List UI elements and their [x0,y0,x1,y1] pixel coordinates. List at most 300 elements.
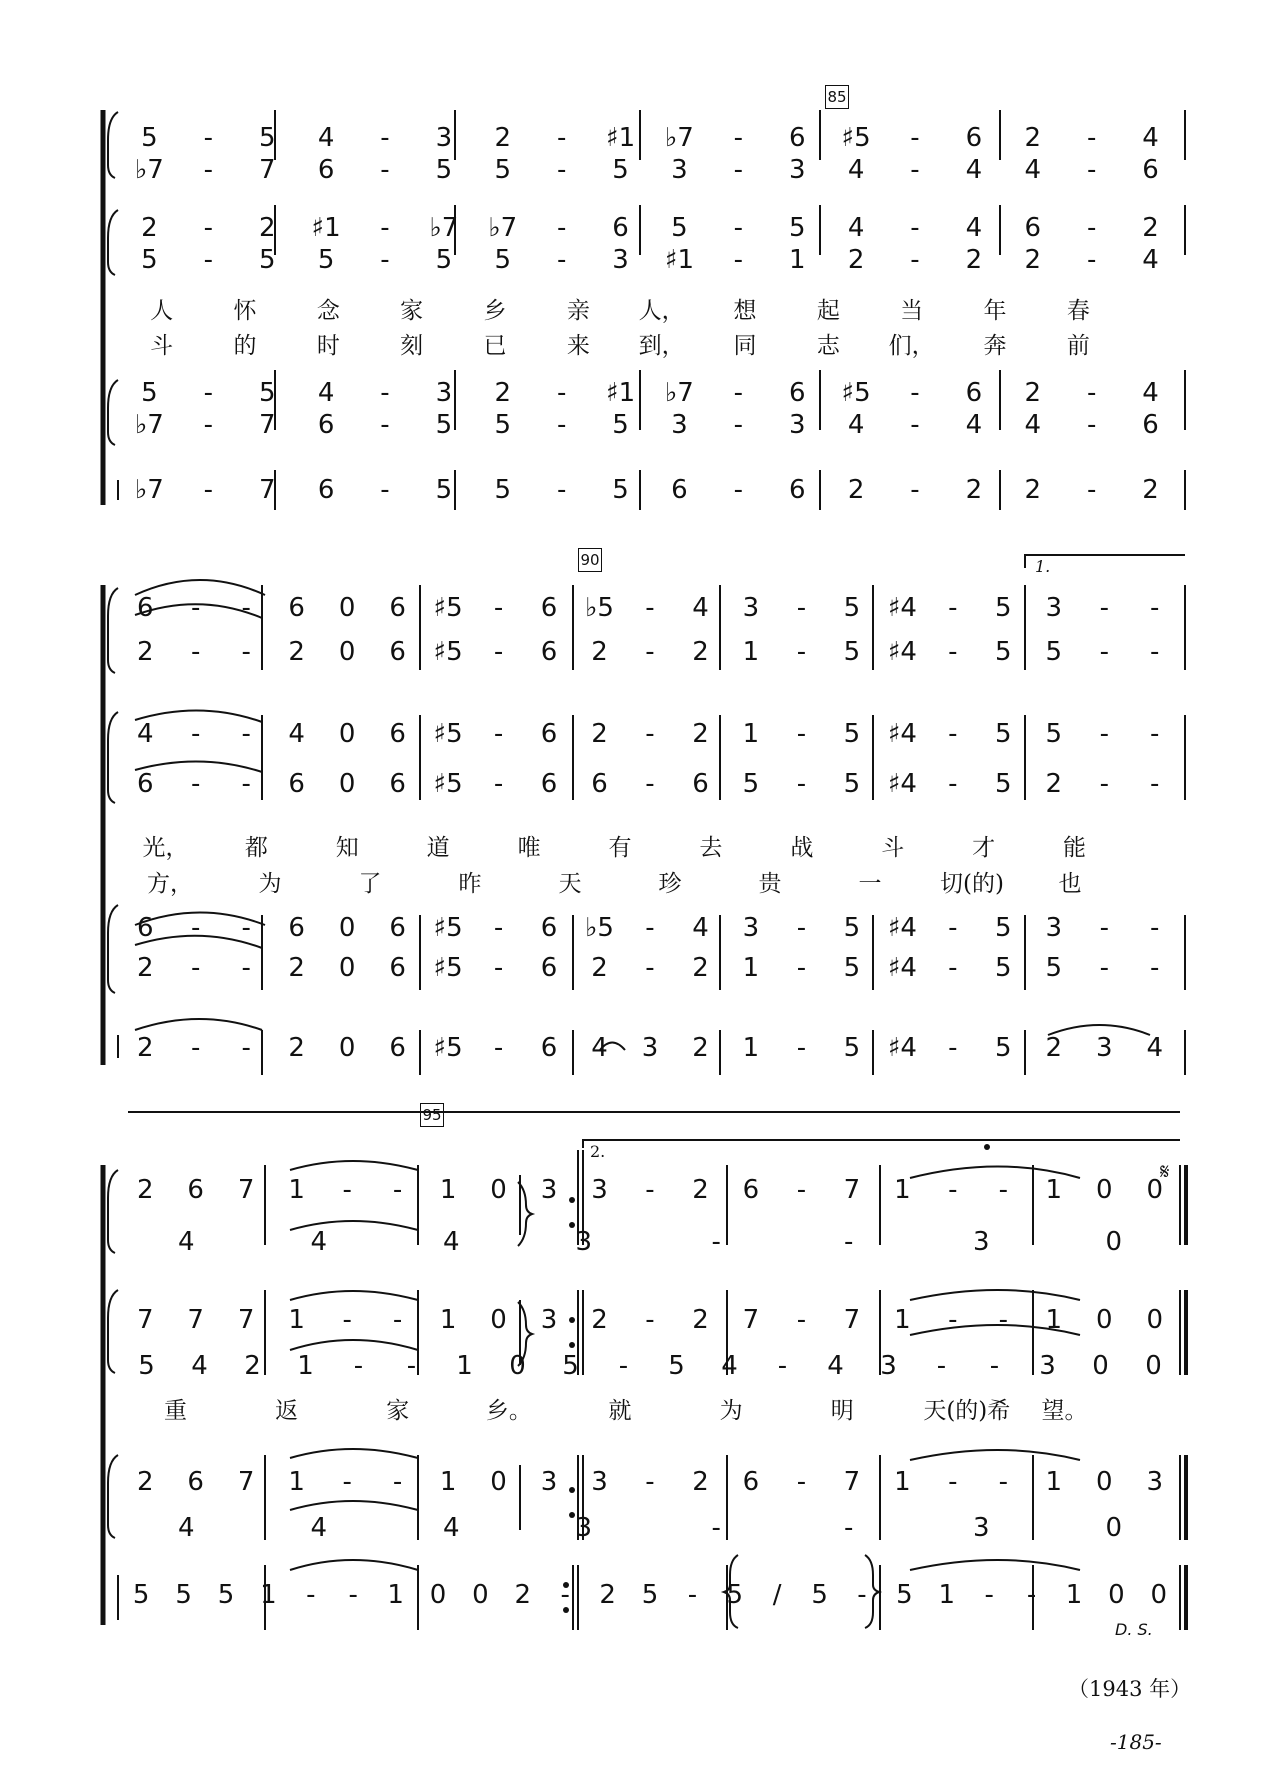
lyric-syllable: 天(的)希 [923,1398,1011,1424]
note: ♯4 [887,1033,917,1063]
lyric-syllable: 斗 [150,333,174,359]
note: 2 [494,378,512,408]
dash: - [948,1175,958,1205]
lyric-syllable: 方， [147,871,193,897]
note: 6 [591,769,608,799]
note: ♭7 [135,475,164,505]
dash: - [948,637,958,667]
note: 2 [965,245,983,275]
lyric-syllable: 人 [150,298,174,324]
note: 6 [692,769,709,799]
dash: - [936,1351,947,1381]
dash: - [948,953,958,983]
dash: - [998,1175,1009,1205]
lyric-syllable: 怀 [233,298,257,324]
note: 1 [938,1580,956,1610]
note: 4 [692,913,709,943]
dash: - [844,1227,854,1257]
note: 4 [442,1227,460,1257]
lyric-syllable: 明 [830,1398,854,1424]
lyric-syllable: 刻 [400,333,424,359]
note: 6 [1142,155,1159,185]
dash: - [1099,769,1109,799]
dash: - [203,123,214,153]
note: 2 [136,1033,154,1063]
note: ♯5 [433,637,463,667]
note: 2 [591,1305,608,1335]
note: 2 [591,637,608,667]
lyric-syllable: 才 [972,835,996,861]
dash: - [1099,913,1109,943]
lyric-syllable: 已 [483,333,507,359]
note: 0 [1092,1351,1109,1381]
note: 1 [742,637,760,667]
note: ♭5 [585,913,614,943]
note: ♭7 [135,410,164,440]
dash: - [380,155,390,185]
note: 3 [788,410,806,440]
note: 2 [1142,213,1159,243]
note: 5 [435,410,453,440]
note: 4 [827,1351,844,1381]
note: 0 [1096,1175,1113,1205]
system2-lyrics-0 [0,830,1272,870]
dash: - [1150,719,1160,749]
note: ♯4 [887,719,917,749]
note: 5 [141,378,158,408]
note: 5 [811,1580,828,1610]
note: 2 [141,213,158,243]
note: 2 [1142,475,1159,505]
note: 4 [721,1351,738,1381]
note: 5 [671,213,688,243]
note: 3 [742,913,760,943]
note: 3 [742,593,760,623]
note: 6 [187,1467,204,1497]
note: 2 [591,953,608,983]
note: 6 [742,1467,760,1497]
note: 6 [187,1175,204,1205]
note: 5 [562,1351,579,1381]
lyric-syllable: 年 [983,298,1007,324]
note: 5 [896,1580,913,1610]
note: 6 [540,769,558,799]
note: 0 [1146,1175,1164,1205]
dash: - [191,953,201,983]
note: 5 [788,213,806,243]
note: 7 [843,1305,861,1335]
note: 6 [742,1175,760,1205]
dash: - [733,378,744,408]
note: 3 [435,123,453,153]
dash: - [556,245,567,275]
note: 1 [260,1580,277,1610]
note: 1 [1045,1305,1063,1335]
note: 4 [1142,123,1159,153]
note: 2 [136,1467,154,1497]
note: 2 [692,637,709,667]
system3-row-4 [0,1462,1272,1502]
dash: - [984,1580,994,1610]
note: 5 [141,245,158,275]
system3-row-1 [0,1222,1272,1262]
note: 1 [387,1580,404,1610]
lyric-syllable: 返 [275,1398,299,1424]
dash: - [796,1305,807,1335]
dash: - [493,913,504,943]
note: ♭7 [665,378,694,408]
lyric-syllable: 道 [426,835,450,861]
dash: - [796,953,807,983]
note: 5 [995,913,1012,943]
note: 2 [692,1175,709,1205]
note: 4 [177,1227,195,1257]
dash: - [910,245,920,275]
dash: - [1086,410,1097,440]
dash: - [910,410,920,440]
system3-row-6 [0,1575,1272,1615]
dash: - [241,719,251,749]
lyric-syllable: 到， [638,333,685,359]
dash: - [1099,719,1109,749]
lyric-syllable: 乡。 [485,1398,532,1424]
note: 6 [540,1033,558,1063]
system2-row-0 [0,588,1272,628]
dash: - [1150,593,1160,623]
note: 6 [288,913,305,943]
system2-row-3 [0,764,1272,804]
note: 2 [136,1175,154,1205]
note: 2 [514,1580,532,1610]
lyric-syllable: 家 [386,1398,410,1424]
lyric-syllable: 的 [233,333,257,359]
note: 1 [288,1175,305,1205]
system3-row-2 [0,1300,1272,1340]
lyric-syllable: 昨 [458,871,482,897]
dash: - [380,123,390,153]
dash: - [556,155,567,185]
note: 0 [1105,1227,1123,1257]
dash: - [998,1467,1009,1497]
note: 2 [692,719,709,749]
note: 7 [258,155,276,185]
note: 4 [310,1227,328,1257]
note: 2 [692,1305,709,1335]
dash: - [1150,953,1160,983]
note: 2 [1045,769,1063,799]
dash: - [733,213,744,243]
dash: - [493,953,504,983]
system1-row-5 [0,405,1272,445]
note: 2 [494,123,512,153]
dash: - [203,475,214,505]
note: 6 [136,593,154,623]
lyric-syllable: 同 [733,333,757,359]
note: 7 [258,475,276,505]
dash: - [796,719,807,749]
note: 2 [288,1033,305,1063]
note: 5 [843,913,861,943]
note: 0 [1108,1580,1125,1610]
note: 6 [136,913,154,943]
note: 5 [843,593,861,623]
note: ♯1 [664,245,694,275]
note: 1 [439,1175,457,1205]
dash: - [910,213,920,243]
dash: - [203,378,214,408]
note: 6 [612,213,629,243]
dash: - [733,155,744,185]
note: ♯5 [841,378,871,408]
note: 6 [389,593,406,623]
note: 1 [894,1305,911,1335]
note: 4 [191,1351,208,1381]
dash: - [380,378,390,408]
note: 4 [965,155,983,185]
system3-row-3 [0,1346,1272,1386]
note: 1 [742,1033,760,1063]
note: 7 [237,1305,255,1335]
dash: - [1150,637,1160,667]
dash: - [796,913,807,943]
note: 4 [591,1033,608,1063]
note: 0 [1146,1305,1164,1335]
note: 2 [258,213,276,243]
dash: - [948,593,958,623]
note: 6 [389,769,406,799]
note: 4 [442,1513,460,1543]
note: 0 [338,637,356,667]
note: 4 [136,719,154,749]
note: 7 [843,1467,861,1497]
lyric-syllable: 春 [1066,298,1090,324]
note: ♯4 [887,953,917,983]
dash: - [948,1305,958,1335]
dash: - [203,155,214,185]
note: 7 [136,1305,154,1335]
note: 5 [1045,953,1063,983]
lyric-syllable: 天 [558,871,582,897]
dash: - [191,913,201,943]
dash: - [342,1305,352,1335]
note: 1 [439,1305,457,1335]
note: 5 [612,410,629,440]
note: ♭5 [585,593,614,623]
dash: - [1026,1580,1037,1610]
lyric-syllable: 有 [608,835,632,861]
note: 5 [843,719,861,749]
dash: - [1086,123,1097,153]
note: 3 [788,155,806,185]
note: 3 [671,155,688,185]
note: 5 [494,155,512,185]
note: 6 [288,593,305,623]
dash: - [380,475,390,505]
system2-row-6 [0,1028,1272,1068]
note: ♯5 [841,123,871,153]
dash: - [948,1467,958,1497]
note: 6 [136,769,154,799]
note: 6 [788,123,806,153]
note: ♭7 [665,123,694,153]
note: 2 [1024,475,1042,505]
dash: - [1150,769,1160,799]
system2-row-2 [0,714,1272,754]
lyric-syllable: 唯 [517,835,541,861]
note: 6 [389,913,406,943]
system1-lyrics-0 [0,293,1272,333]
note: 6 [540,637,558,667]
dash: - [406,1351,417,1381]
note: 2 [599,1580,616,1610]
lyric-syllable: 想 [733,298,757,324]
note: 5 [258,245,276,275]
dash: - [380,213,390,243]
note: 3 [972,1513,990,1543]
lyric-syllable: 起 [816,298,840,324]
note: 2 [1045,1033,1063,1063]
note: 3 [540,1467,558,1497]
note: ♯1 [605,378,636,408]
note: 2 [591,719,608,749]
note: ♯5 [433,719,463,749]
note: 1 [742,953,760,983]
dash: - [796,769,807,799]
note: 5 [132,1580,150,1610]
note: 3 [1096,1033,1113,1063]
note: 2 [847,245,865,275]
note: 4 [1024,410,1042,440]
note: ♭7 [488,213,518,243]
dash: - [348,1580,358,1610]
note: 6 [389,637,406,667]
note: 6 [1142,410,1159,440]
dash: - [796,1175,807,1205]
dash: - [711,1513,721,1543]
lyric-syllable: 切(的) [940,871,1004,897]
note: 7 [237,1175,255,1205]
note: 4 [1142,378,1159,408]
note: 4 [965,213,983,243]
note: 2 [1024,378,1042,408]
dash: - [493,719,504,749]
dash: - [857,1580,867,1610]
dash: - [733,123,744,153]
note: 5 [1045,637,1063,667]
dash: - [733,410,744,440]
note: 4 [847,410,865,440]
dash: - [191,593,201,623]
dash: - [645,637,655,667]
system2-row-4 [0,908,1272,948]
note: 5 [641,1580,659,1610]
system3-lyrics-0 [0,1393,1272,1433]
note: 2 [965,475,983,505]
system2-row-1 [0,632,1272,672]
note: 6 [788,475,806,505]
note: 1 [288,1467,305,1497]
note: 0 [1105,1513,1123,1543]
lyric-syllable: 了 [358,871,382,897]
lyric-syllable: 们， [888,333,935,359]
dash: - [1086,475,1097,505]
dash: - [645,1467,655,1497]
note: 3 [612,245,629,275]
note: 3 [1039,1351,1056,1381]
system1-row-1 [0,150,1272,190]
note: 6 [288,769,305,799]
dash: - [1086,245,1097,275]
note: / [772,1580,782,1610]
note: 1 [1045,1175,1063,1205]
lyric-syllable: 都 [244,835,268,861]
note: ♯1 [605,123,636,153]
dash: - [380,410,390,440]
note: 0 [490,1467,507,1497]
dash: - [241,1033,251,1063]
note: 3 [1045,593,1063,623]
note: ♯5 [433,593,463,623]
dash: - [556,213,567,243]
note: 4 [317,123,335,153]
lyric-syllable: 前 [1066,333,1090,359]
lyric-syllable: 志 [816,333,840,359]
lyric-syllable: 去 [699,835,723,861]
note: 5 [843,769,861,799]
dash: - [948,1033,958,1063]
lyric-syllable: 知 [335,835,359,861]
note: 2 [136,637,154,667]
dash: - [777,1351,788,1381]
note: 1 [1065,1580,1083,1610]
note: 5 [995,1033,1012,1063]
note: 4 [288,719,305,749]
note: 0 [1145,1351,1162,1381]
dash: - [191,1033,201,1063]
note: 6 [540,953,558,983]
note: 7 [742,1305,760,1335]
note: 7 [843,1175,861,1205]
note: 1 [894,1175,911,1205]
lyric-syllable: 时 [316,333,340,359]
dash: - [203,245,214,275]
note: 1 [288,1305,305,1335]
note: 0 [429,1580,447,1610]
dash: - [392,1305,403,1335]
note: 0 [338,719,356,749]
note: 5 [995,593,1012,623]
volta-1-label: 1. [1035,557,1051,576]
lyric-syllable: 家 [400,298,424,324]
dash: - [645,769,655,799]
note: 5 [494,410,512,440]
note: 3 [540,1305,558,1335]
note: 4 [692,593,709,623]
note: 4 [1146,1033,1164,1063]
dash: - [241,769,251,799]
lyric-syllable: 为 [719,1398,743,1424]
note: 0 [509,1351,526,1381]
note: 3 [641,1033,659,1063]
dash: - [241,953,251,983]
note: 5 [494,475,512,505]
note: 5 [742,769,760,799]
note: 5 [612,475,629,505]
note: 3 [591,1175,608,1205]
note: 7 [187,1305,204,1335]
note: 5 [995,953,1012,983]
note: 3 [575,1513,593,1543]
